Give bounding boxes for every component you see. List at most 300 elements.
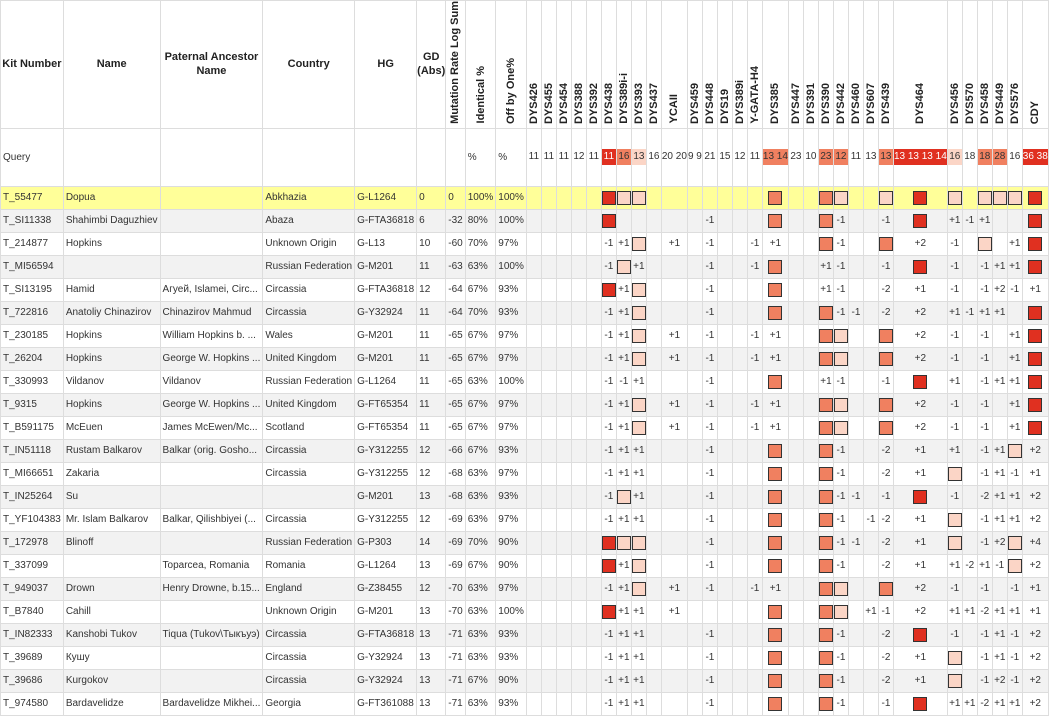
marker-cell [616, 531, 631, 554]
gd-cell: 11 [417, 255, 446, 278]
marker-cell [661, 416, 687, 439]
header-marker[interactable] [526, 1, 541, 129]
header-marker[interactable] [1022, 1, 1048, 129]
query-marker-value: 11 [543, 151, 555, 163]
table-row[interactable] [1, 370, 1049, 393]
table-row[interactable] [1, 186, 1049, 209]
marker-diff-value: +1 [914, 445, 927, 457]
marker-cell [687, 508, 702, 531]
marker-diff-value: +1 [949, 560, 961, 572]
kit-number-cell[interactable]: T_55477 [1, 186, 64, 209]
marker-cell [762, 462, 788, 485]
marker-diff-value: -1 [881, 215, 891, 227]
table-row[interactable] [1, 209, 1049, 232]
marker-cell [541, 669, 556, 692]
marker-diff-value: +1 [949, 445, 961, 457]
header-marker[interactable] [687, 1, 702, 129]
marker-diff-value: +1 [618, 238, 630, 250]
marker-cell [947, 600, 962, 623]
header-marker[interactable] [646, 1, 661, 129]
marker-diff-value: +1 [668, 330, 681, 342]
marker-diff-value: +1 [994, 376, 1006, 388]
header-paternal-ancestor[interactable]: Paternal Ancestor Name [160, 1, 263, 129]
marker-cell [586, 692, 601, 715]
header-marker[interactable] [788, 1, 803, 129]
header-marker[interactable] [762, 1, 788, 129]
marker-diff-value: -2 [980, 606, 990, 618]
marker-cell [992, 393, 1007, 416]
marker-cell [702, 439, 717, 462]
gd-cell: 13 [417, 485, 446, 508]
header-marker[interactable] [947, 1, 962, 129]
difference-marker [768, 651, 782, 665]
table-row[interactable] [1, 416, 1049, 439]
name-cell: Su [63, 485, 160, 508]
kit-number-cell[interactable]: T_9315 [1, 393, 64, 416]
table-row[interactable] [1, 278, 1049, 301]
name-cell: Hopkins [63, 393, 160, 416]
marker-diff-value: +1 [994, 307, 1006, 319]
marker-cell [571, 600, 586, 623]
marker-cell [788, 669, 803, 692]
header-country[interactable]: Country [263, 1, 355, 129]
header-off-by-one[interactable] [496, 1, 527, 129]
marker-cell [616, 623, 631, 646]
marker-cell [747, 301, 762, 324]
marker-cell [947, 439, 962, 462]
identical-cell: 63% [465, 646, 496, 669]
header-marker[interactable] [962, 1, 977, 129]
marker-cell [1022, 232, 1048, 255]
header-mutation-rate[interactable] [446, 1, 465, 129]
table-row[interactable] [1, 554, 1049, 577]
kit-number-cell[interactable]: T_IN51118 [1, 439, 64, 462]
marker-cell [833, 301, 848, 324]
hg-cell: G-L13 [355, 232, 417, 255]
header-marker[interactable] [1007, 1, 1022, 129]
difference-marker [879, 191, 893, 205]
marker-cell [702, 278, 717, 301]
marker-cell [818, 508, 833, 531]
kit-number-cell[interactable]: T_214877 [1, 232, 64, 255]
header-kit-number[interactable]: Kit Number [1, 1, 64, 129]
table-row[interactable] [1, 439, 1049, 462]
difference-marker [834, 605, 848, 619]
marker-cell [571, 416, 586, 439]
marker-cell [947, 416, 962, 439]
marker-cell [556, 462, 571, 485]
query-empty-cell [63, 128, 160, 186]
marker-cell [1022, 416, 1048, 439]
marker-cell [878, 531, 893, 554]
identical-cell: 67% [465, 324, 496, 347]
difference-marker [1028, 329, 1042, 343]
query-marker-cell [977, 128, 992, 186]
marker-diff-value: +1 [1029, 606, 1041, 618]
marker-cell [541, 232, 556, 255]
kit-number-cell[interactable]: T_SI11338 [1, 209, 64, 232]
marker-cell [1022, 508, 1048, 531]
marker-cell [1007, 669, 1022, 692]
off-by-one-cell: 100% [496, 186, 527, 209]
marker-cell [687, 209, 702, 232]
marker-cell [616, 462, 631, 485]
table-row[interactable] [1, 232, 1049, 255]
marker-cell [848, 209, 863, 232]
marker-cell [788, 692, 803, 715]
header-marker[interactable] [571, 1, 586, 129]
gd-cell: 12 [417, 278, 446, 301]
marker-cell [878, 623, 893, 646]
difference-marker [768, 490, 782, 504]
table-row[interactable] [1, 393, 1049, 416]
marker-cell [762, 485, 788, 508]
header-marker[interactable] [616, 1, 631, 129]
marker-cell [788, 324, 803, 347]
marker-cell [803, 278, 818, 301]
table-row[interactable] [1, 462, 1049, 485]
marker-cell [631, 324, 646, 347]
ancestor-cell [160, 531, 263, 554]
marker-cell [631, 370, 646, 393]
marker-cell [586, 623, 601, 646]
marker-cell [586, 646, 601, 669]
marker-cell [992, 623, 1007, 646]
gd-cell: 11 [417, 370, 446, 393]
marker-cell [687, 416, 702, 439]
hg-cell: G-M201 [355, 324, 417, 347]
marker-cell [833, 462, 848, 485]
marker-cell [833, 347, 848, 370]
table-row[interactable] [1, 301, 1049, 324]
marker-diff-value: -1 [705, 652, 715, 664]
off-by-one-cell: 100% [496, 370, 527, 393]
marker-cell [893, 692, 947, 715]
marker-cell [818, 646, 833, 669]
marker-cell [616, 255, 631, 278]
marker-cell [962, 370, 977, 393]
marker-cell [646, 577, 661, 600]
name-cell: Blinoff [63, 531, 160, 554]
header-identical[interactable] [465, 1, 496, 129]
marker-cell [992, 209, 1007, 232]
marker-diff-value: +1 [633, 261, 645, 273]
kit-number-cell[interactable]: T_MI56594 [1, 255, 64, 278]
marker-diff-value: +1 [633, 629, 645, 641]
header-marker[interactable] [992, 1, 1007, 129]
marker-cell [556, 600, 571, 623]
header-marker[interactable] [848, 1, 863, 129]
marker-cell [762, 232, 788, 255]
table-row[interactable] [1, 508, 1049, 531]
difference-marker [1028, 352, 1042, 366]
header-marker-label: DYS448 [703, 82, 716, 124]
kit-number-cell[interactable]: T_230185 [1, 324, 64, 347]
marker-diff-value: +2 [914, 583, 927, 595]
table-row[interactable] [1, 485, 1049, 508]
name-cell [63, 554, 160, 577]
marker-cell [687, 669, 702, 692]
kit-number-cell[interactable]: T_YF104383 [1, 508, 64, 531]
name-cell: Cahill [63, 600, 160, 623]
marker-cell [962, 692, 977, 715]
kit-number-cell[interactable]: T_949037 [1, 577, 64, 600]
kit-number-cell[interactable]: T_IN82333 [1, 623, 64, 646]
marker-cell [616, 600, 631, 623]
marker-diff-value: +1 [618, 698, 630, 710]
difference-marker [1008, 559, 1022, 573]
table-row[interactable] [1, 600, 1049, 623]
identical-cell: 67% [465, 347, 496, 370]
marker-diff-value: -2 [965, 560, 975, 572]
marker-cell [878, 669, 893, 692]
marker-diff-value: -1 [705, 675, 715, 687]
marker-cell [1007, 209, 1022, 232]
marker-cell [962, 324, 977, 347]
marker-cell [788, 209, 803, 232]
marker-diff-value: -1 [980, 514, 990, 526]
marker-cell [893, 623, 947, 646]
marker-cell [977, 393, 992, 416]
marker-cell [631, 508, 646, 531]
table-row[interactable] [1, 255, 1049, 278]
marker-cell [977, 347, 992, 370]
marker-diff-value: +1 [668, 583, 681, 595]
marker-diff-value: +1 [618, 560, 630, 572]
header-marker[interactable] [833, 1, 848, 129]
gd-cell: 12 [417, 577, 446, 600]
marker-cell [571, 462, 586, 485]
marker-cell [661, 278, 687, 301]
header-marker[interactable] [818, 1, 833, 129]
marker-cell [601, 347, 616, 370]
marker-cell [878, 301, 893, 324]
marker-cell [863, 462, 878, 485]
marker-cell [586, 209, 601, 232]
table-row[interactable] [1, 577, 1049, 600]
marker-cell [977, 278, 992, 301]
marker-diff-value: +1 [618, 629, 630, 641]
marker-cell [556, 416, 571, 439]
marker-cell [661, 439, 687, 462]
header-marker[interactable] [977, 1, 992, 129]
marker-cell [601, 324, 616, 347]
marker-cell [788, 508, 803, 531]
gd-cell: 11 [417, 301, 446, 324]
marker-diff-value: +1 [618, 399, 630, 411]
header-marker[interactable] [631, 1, 646, 129]
header-name[interactable]: Name [63, 1, 160, 129]
off-by-one-cell: 93% [496, 278, 527, 301]
kit-number-cell[interactable]: T_SI13195 [1, 278, 64, 301]
query-empty-cell [446, 128, 465, 186]
header-marker[interactable] [601, 1, 616, 129]
marker-cell [601, 416, 616, 439]
marker-diff-value: +2 [1029, 629, 1041, 641]
header-marker[interactable] [732, 1, 747, 129]
kit-number-cell[interactable]: T_39689 [1, 646, 64, 669]
identical-cell: 67% [465, 669, 496, 692]
kit-number-cell[interactable]: T_B591175 [1, 416, 64, 439]
difference-marker [1028, 214, 1042, 228]
marker-cell [947, 255, 962, 278]
kit-number-cell[interactable]: T_974580 [1, 692, 64, 715]
header-marker[interactable] [878, 1, 893, 129]
header-marker[interactable] [747, 1, 762, 129]
header-marker-label: DYS570 [963, 82, 976, 124]
marker-cell [893, 255, 947, 278]
marker-diff-value: -1 [836, 537, 846, 549]
mutation-cell: -71 [446, 646, 465, 669]
mutation-cell: -65 [446, 416, 465, 439]
marker-cell [541, 485, 556, 508]
marker-cell [687, 232, 702, 255]
marker-cell [747, 531, 762, 554]
header-marker[interactable] [586, 1, 601, 129]
marker-cell [687, 692, 702, 715]
marker-cell [762, 692, 788, 715]
table-row[interactable] [1, 646, 1049, 669]
marker-cell [848, 255, 863, 278]
header-marker[interactable] [717, 1, 732, 129]
header-marker[interactable] [541, 1, 556, 129]
marker-diff-value: -1 [950, 238, 960, 250]
marker-diff-value: +2 [914, 307, 927, 319]
marker-cell [1022, 531, 1048, 554]
marker-diff-value: +1 [949, 215, 961, 227]
header-marker[interactable] [556, 1, 571, 129]
marker-cell [732, 439, 747, 462]
marker-cell [762, 439, 788, 462]
kit-number-cell[interactable]: T_39686 [1, 669, 64, 692]
marker-diff-value: -1 [950, 261, 960, 273]
marker-diff-value: -1 [705, 583, 715, 595]
difference-marker [978, 237, 992, 251]
table-row[interactable] [1, 623, 1049, 646]
table-row[interactable] [1, 669, 1049, 692]
marker-cell [893, 324, 947, 347]
marker-cell [803, 531, 818, 554]
query-marker-cell [702, 128, 717, 186]
marker-cell [863, 255, 878, 278]
identical-cell: 80% [465, 209, 496, 232]
header-marker[interactable] [803, 1, 818, 129]
marker-cell [762, 416, 788, 439]
query-marker-value: 12 [834, 149, 848, 165]
kit-number-cell[interactable]: T_722816 [1, 301, 64, 324]
difference-marker [879, 421, 893, 435]
marker-diff-value: -2 [881, 307, 891, 319]
marker-cell [788, 485, 803, 508]
header-marker[interactable] [702, 1, 717, 129]
marker-cell [631, 232, 646, 255]
kit-number-cell[interactable]: T_337099 [1, 554, 64, 577]
marker-diff-value: +1 [633, 652, 645, 664]
header-marker[interactable] [661, 1, 687, 129]
difference-marker [602, 191, 616, 205]
marker-cell [893, 416, 947, 439]
marker-cell [717, 370, 732, 393]
query-marker-cell [992, 128, 1007, 186]
difference-marker [819, 536, 833, 550]
header-marker-label: DYS447 [789, 82, 802, 124]
kit-number-cell[interactable]: T_330993 [1, 370, 64, 393]
marker-cell [616, 692, 631, 715]
header-marker-label: DYS391 [804, 82, 817, 124]
kit-number-cell[interactable]: T_172978 [1, 531, 64, 554]
kit-number-cell[interactable]: T_MI66651 [1, 462, 64, 485]
header-marker[interactable] [863, 1, 878, 129]
marker-cell [541, 600, 556, 623]
query-marker-cell [848, 128, 863, 186]
marker-cell [717, 623, 732, 646]
header-hg[interactable]: HG [355, 1, 417, 129]
marker-cell [732, 393, 747, 416]
marker-cell [893, 554, 947, 577]
kit-number-cell[interactable]: T_26204 [1, 347, 64, 370]
query-marker-value: 20 20 [661, 151, 687, 163]
marker-cell [646, 646, 661, 669]
difference-marker [632, 398, 646, 412]
marker-diff-value: -1 [1010, 675, 1020, 687]
marker-cell [893, 347, 947, 370]
marker-cell [631, 600, 646, 623]
marker-cell [893, 646, 947, 669]
difference-marker [948, 651, 962, 665]
marker-cell [601, 646, 616, 669]
header-marker-label: DYS464 [914, 82, 927, 124]
marker-cell [556, 692, 571, 715]
marker-diff-value: +1 [633, 376, 645, 388]
marker-cell [863, 692, 878, 715]
marker-cell [863, 416, 878, 439]
marker-cell [586, 416, 601, 439]
marker-cell [541, 347, 556, 370]
marker-cell [833, 439, 848, 462]
marker-cell [878, 554, 893, 577]
marker-cell [661, 692, 687, 715]
marker-cell [646, 324, 661, 347]
identical-cell: 63% [465, 462, 496, 485]
marker-cell [702, 416, 717, 439]
kit-number-cell[interactable]: T_IN25264 [1, 485, 64, 508]
table-row[interactable] [1, 692, 1049, 715]
marker-diff-value: +2 [1029, 445, 1041, 457]
difference-marker [632, 559, 646, 573]
marker-cell [863, 278, 878, 301]
table-row[interactable] [1, 347, 1049, 370]
difference-marker [632, 536, 646, 550]
marker-cell [863, 370, 878, 393]
marker-cell [947, 324, 962, 347]
marker-cell [586, 232, 601, 255]
off-by-one-cell: 93% [496, 646, 527, 669]
marker-cell [732, 278, 747, 301]
table-row[interactable] [1, 324, 1049, 347]
marker-cell [747, 278, 762, 301]
marker-cell [947, 669, 962, 692]
marker-cell [893, 232, 947, 255]
header-marker[interactable] [893, 1, 947, 129]
header-gd[interactable]: GD (Abs) [417, 1, 446, 129]
marker-cell [848, 692, 863, 715]
marker-cell [661, 462, 687, 485]
marker-diff-value: -1 [950, 399, 960, 411]
kit-number-cell[interactable]: T_B7840 [1, 600, 64, 623]
marker-cell [732, 301, 747, 324]
table-row[interactable] [1, 531, 1049, 554]
difference-marker [617, 191, 631, 205]
